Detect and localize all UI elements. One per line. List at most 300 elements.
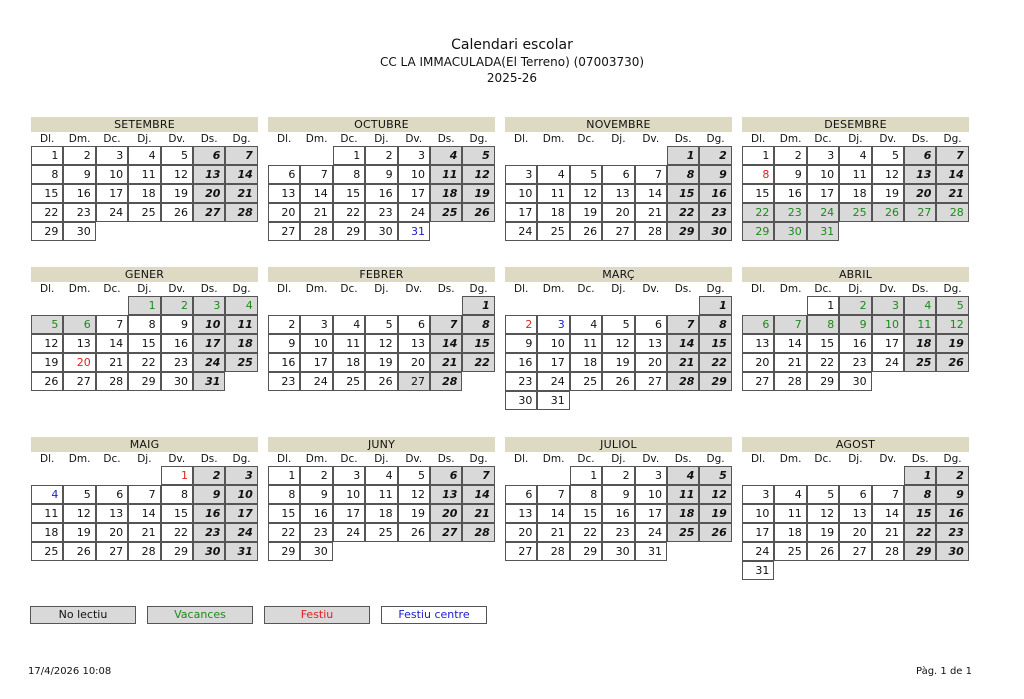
day-cell: 20: [742, 353, 774, 372]
weekday-header: [505, 452, 732, 466]
day-cell: 16: [774, 184, 806, 203]
day-cell: 18: [31, 523, 63, 542]
day-cell: 11: [31, 504, 63, 523]
day-cell: 29: [742, 222, 774, 241]
day-cell: 24: [333, 523, 365, 542]
day-cell: 19: [807, 523, 839, 542]
day-cell: 8: [807, 315, 839, 334]
day-cell: 28: [667, 372, 699, 391]
day-cell: 3: [300, 315, 332, 334]
weekday-label: Dm.: [542, 283, 565, 295]
day-cell: 4: [430, 146, 462, 165]
weekday-header: [268, 452, 495, 466]
day-cell: 18: [537, 203, 569, 222]
weekday-header: [268, 132, 495, 146]
month-name: JULIOL: [505, 437, 732, 452]
weekday-label: Dv.: [879, 133, 897, 145]
day-cell: 14: [872, 504, 904, 523]
month-name: JUNY: [268, 437, 495, 452]
day-cell: 15: [699, 334, 731, 353]
weekday-header: [742, 282, 969, 296]
day-cell: 7: [774, 315, 806, 334]
day-cell: 19: [398, 504, 430, 523]
day-cell: 4: [225, 296, 257, 315]
day-cell: 20: [904, 184, 936, 203]
day-cell: 27: [398, 372, 430, 391]
weekday-label: Dg.: [706, 283, 725, 295]
day-cell: 25: [430, 203, 462, 222]
day-cell: 25: [225, 353, 257, 372]
day-cell: 13: [505, 504, 537, 523]
day-cell: 12: [63, 504, 95, 523]
weekday-label: Dg.: [943, 453, 962, 465]
weekday-label: Ds.: [200, 283, 218, 295]
day-cell: 7: [430, 315, 462, 334]
day-cell: 30: [602, 542, 634, 561]
weekday-label: Ds.: [674, 133, 692, 145]
day-grid: [505, 296, 732, 410]
day-cell: 4: [333, 315, 365, 334]
day-cell: 15: [667, 184, 699, 203]
day-cell: 6: [839, 485, 871, 504]
day-cell: 7: [300, 165, 332, 184]
day-cell: 4: [128, 146, 160, 165]
day-cell: 24: [537, 372, 569, 391]
day-cell: 14: [128, 504, 160, 523]
day-cell: 25: [570, 372, 602, 391]
day-cell: 7: [872, 485, 904, 504]
day-cell: 22: [31, 203, 63, 222]
day-cell: 25: [774, 542, 806, 561]
day-cell: 13: [904, 165, 936, 184]
day-cell: 27: [904, 203, 936, 222]
weekday-label: Dc.: [340, 133, 358, 145]
day-cell: 28: [537, 542, 569, 561]
day-cell: 25: [904, 353, 936, 372]
day-cell: 26: [63, 542, 95, 561]
day-cell: 27: [839, 542, 871, 561]
month-agost: [742, 437, 969, 580]
day-cell: 11: [904, 315, 936, 334]
weekday-label: Dj.: [374, 453, 389, 465]
day-cell: 13: [742, 334, 774, 353]
day-cell: 9: [300, 485, 332, 504]
day-cell: 10: [807, 165, 839, 184]
day-cell: 21: [462, 504, 494, 523]
day-grid: [505, 466, 732, 580]
day-cell: 5: [699, 466, 731, 485]
day-cell: 13: [635, 334, 667, 353]
weekday-header: [31, 452, 258, 466]
month-name: FEBRER: [268, 267, 495, 282]
day-cell: 8: [128, 315, 160, 334]
day-cell: 24: [505, 222, 537, 241]
day-cell: 16: [505, 353, 537, 372]
weekday-header: [505, 132, 732, 146]
day-cell: 3: [537, 315, 569, 334]
day-cell: 17: [300, 353, 332, 372]
day-cell: 14: [225, 165, 257, 184]
day-cell: 14: [96, 334, 128, 353]
day-cell: 23: [365, 203, 397, 222]
weekday-label: Dj.: [611, 133, 626, 145]
day-cell: 30: [699, 222, 731, 241]
day-cell: 4: [570, 315, 602, 334]
day-cell: 24: [635, 523, 667, 542]
day-cell: 9: [602, 485, 634, 504]
day-cell: 21: [537, 523, 569, 542]
day-cell: 30: [839, 372, 871, 391]
weekday-label: Dm.: [779, 133, 802, 145]
day-cell: 1: [742, 146, 774, 165]
day-cell: 11: [537, 184, 569, 203]
weekday-label: Dc.: [814, 453, 832, 465]
day-cell: 1: [333, 146, 365, 165]
weekday-label: Dg.: [706, 453, 725, 465]
day-cell: 21: [96, 353, 128, 372]
weekday-label: Ds.: [674, 283, 692, 295]
day-cell: 2: [936, 466, 968, 485]
day-cell: 2: [161, 296, 193, 315]
month-name: DESEMBRE: [742, 117, 969, 132]
day-cell: 26: [31, 372, 63, 391]
day-cell: 10: [537, 334, 569, 353]
day-cell: 28: [300, 222, 332, 241]
month-març: [505, 267, 732, 410]
month-name: OCTUBRE: [268, 117, 495, 132]
day-cell: 22: [742, 203, 774, 222]
weekday-label: Dv.: [405, 133, 423, 145]
day-cell: 11: [225, 315, 257, 334]
day-cell: 5: [936, 296, 968, 315]
day-cell: 23: [936, 523, 968, 542]
day-cell: 28: [430, 372, 462, 391]
weekday-label: Dg.: [469, 133, 488, 145]
weekday-header: [268, 282, 495, 296]
day-cell: 10: [398, 165, 430, 184]
day-cell: 9: [193, 485, 225, 504]
day-cell: 26: [699, 523, 731, 542]
day-cell: 18: [225, 334, 257, 353]
day-cell: 10: [635, 485, 667, 504]
day-cell: 25: [128, 203, 160, 222]
day-cell: 1: [699, 296, 731, 315]
day-cell: 29: [161, 542, 193, 561]
day-cell: 29: [31, 222, 63, 241]
day-cell: 16: [936, 504, 968, 523]
weekday-label: Dj.: [848, 453, 863, 465]
weekday-label: Dl.: [751, 133, 766, 145]
day-cell: 22: [699, 353, 731, 372]
weekday-label: Ds.: [911, 453, 929, 465]
day-cell: 20: [635, 353, 667, 372]
day-cell: 31: [807, 222, 839, 241]
day-cell: 22: [161, 523, 193, 542]
day-cell: 14: [537, 504, 569, 523]
day-cell: 10: [742, 504, 774, 523]
weekday-label: Dc.: [577, 133, 595, 145]
day-cell: 28: [225, 203, 257, 222]
day-cell: 2: [505, 315, 537, 334]
weekday-label: Dv.: [168, 133, 186, 145]
day-cell: 10: [193, 315, 225, 334]
day-cell: 18: [904, 334, 936, 353]
day-cell: 17: [398, 184, 430, 203]
day-cell: 13: [839, 504, 871, 523]
day-cell: 21: [635, 203, 667, 222]
day-cell: 15: [462, 334, 494, 353]
weekday-label: Dl.: [751, 283, 766, 295]
weekday-label: Dm.: [305, 133, 328, 145]
weekday-label: Dm.: [542, 453, 565, 465]
day-cell: 5: [807, 485, 839, 504]
weekday-label: Dv.: [642, 133, 660, 145]
day-cell: 13: [602, 184, 634, 203]
legend-fes: Festiu: [264, 606, 370, 624]
day-cell: 5: [570, 165, 602, 184]
day-cell: 24: [398, 203, 430, 222]
day-cell: 26: [807, 542, 839, 561]
day-cell: 8: [742, 165, 774, 184]
day-cell: 10: [872, 315, 904, 334]
day-cell: 11: [839, 165, 871, 184]
day-grid: [505, 146, 732, 260]
day-cell: 6: [742, 315, 774, 334]
day-cell: 29: [570, 542, 602, 561]
day-cell: 12: [398, 485, 430, 504]
day-cell: 12: [462, 165, 494, 184]
day-cell: 30: [936, 542, 968, 561]
day-cell: 6: [268, 165, 300, 184]
weekday-label: Dc.: [340, 283, 358, 295]
day-cell: 16: [839, 334, 871, 353]
day-cell: 28: [635, 222, 667, 241]
weekday-label: Dj.: [137, 133, 152, 145]
day-cell: 8: [570, 485, 602, 504]
day-cell: 2: [774, 146, 806, 165]
day-cell: 24: [300, 372, 332, 391]
day-cell: 1: [667, 146, 699, 165]
day-cell: 17: [742, 523, 774, 542]
day-cell: 19: [31, 353, 63, 372]
day-cell: 3: [333, 466, 365, 485]
day-cell: 19: [699, 504, 731, 523]
day-cell: 25: [31, 542, 63, 561]
weekday-label: Dv.: [168, 283, 186, 295]
day-cell: 29: [268, 542, 300, 561]
day-cell: 17: [96, 184, 128, 203]
day-cell: 22: [128, 353, 160, 372]
month-gener: [31, 267, 258, 410]
weekday-label: Dl.: [40, 453, 55, 465]
day-cell: 7: [936, 146, 968, 165]
day-cell: 20: [398, 353, 430, 372]
print-date: 17/4/2026 10:08: [28, 666, 112, 677]
weekday-label: Dl.: [751, 453, 766, 465]
month-name: ABRIL: [742, 267, 969, 282]
day-cell: 9: [936, 485, 968, 504]
weekday-label: Dl.: [277, 133, 292, 145]
day-cell: 13: [268, 184, 300, 203]
weekday-label: Dm.: [305, 453, 328, 465]
day-cell: 12: [570, 184, 602, 203]
day-cell: 17: [193, 334, 225, 353]
weekday-label: Dj.: [611, 453, 626, 465]
day-cell: 21: [936, 184, 968, 203]
day-cell: 8: [667, 165, 699, 184]
day-cell: 11: [430, 165, 462, 184]
day-cell: 30: [161, 372, 193, 391]
day-cell: 25: [333, 372, 365, 391]
day-cell: 5: [31, 315, 63, 334]
day-cell: 20: [505, 523, 537, 542]
day-cell: 31: [537, 391, 569, 410]
day-cell: 12: [161, 165, 193, 184]
day-cell: 16: [63, 184, 95, 203]
weekday-label: Dc.: [103, 453, 121, 465]
day-cell: 4: [774, 485, 806, 504]
day-cell: 25: [667, 523, 699, 542]
day-cell: 29: [128, 372, 160, 391]
day-cell: 7: [635, 165, 667, 184]
day-cell: 9: [365, 165, 397, 184]
weekday-label: Dg.: [706, 133, 725, 145]
day-cell: 15: [268, 504, 300, 523]
day-cell: 3: [872, 296, 904, 315]
weekday-label: Dg.: [469, 453, 488, 465]
day-cell: 15: [161, 504, 193, 523]
day-cell: 22: [462, 353, 494, 372]
day-cell: 7: [537, 485, 569, 504]
weekday-label: Dv.: [405, 453, 423, 465]
day-cell: 26: [365, 372, 397, 391]
day-grid: [268, 466, 495, 580]
day-grid: [742, 296, 969, 410]
weekday-header: [742, 452, 969, 466]
day-cell: 29: [904, 542, 936, 561]
weekday-header: [31, 132, 258, 146]
day-cell: 28: [128, 542, 160, 561]
weekday-label: Dl.: [277, 453, 292, 465]
weekday-label: Dc.: [103, 283, 121, 295]
weekday-label: Ds.: [911, 283, 929, 295]
day-cell: 16: [365, 184, 397, 203]
day-cell: 31: [742, 561, 774, 580]
day-cell: 19: [161, 184, 193, 203]
day-cell: 10: [96, 165, 128, 184]
day-cell: 8: [268, 485, 300, 504]
day-cell: 5: [398, 466, 430, 485]
day-cell: 27: [268, 222, 300, 241]
day-cell: 17: [333, 504, 365, 523]
day-cell: 13: [96, 504, 128, 523]
day-cell: 4: [365, 466, 397, 485]
day-cell: 10: [505, 184, 537, 203]
day-cell: 9: [268, 334, 300, 353]
weekday-label: Dm.: [779, 453, 802, 465]
day-cell: 28: [774, 372, 806, 391]
day-cell: 9: [161, 315, 193, 334]
day-cell: 6: [505, 485, 537, 504]
day-cell: 12: [365, 334, 397, 353]
day-cell: 10: [300, 334, 332, 353]
weekday-label: Dc.: [340, 453, 358, 465]
day-cell: 28: [462, 523, 494, 542]
day-cell: 3: [505, 165, 537, 184]
day-grid: [31, 296, 258, 410]
weekday-label: Dg.: [469, 283, 488, 295]
day-cell: 16: [268, 353, 300, 372]
weekday-label: Dv.: [879, 283, 897, 295]
weekday-label: Ds.: [437, 453, 455, 465]
weekday-label: Dc.: [577, 283, 595, 295]
day-cell: 3: [398, 146, 430, 165]
month-juny: [268, 437, 495, 580]
weekday-label: Dl.: [40, 283, 55, 295]
day-cell: 5: [365, 315, 397, 334]
day-cell: 25: [537, 222, 569, 241]
day-cell: 26: [602, 372, 634, 391]
day-cell: 23: [63, 203, 95, 222]
day-cell: 3: [742, 485, 774, 504]
day-cell: 17: [537, 353, 569, 372]
day-cell: 12: [872, 165, 904, 184]
day-cell: 29: [807, 372, 839, 391]
day-cell: 18: [430, 184, 462, 203]
day-cell: 24: [225, 523, 257, 542]
day-cell: 30: [505, 391, 537, 410]
month-setembre: [31, 117, 258, 260]
day-cell: 6: [635, 315, 667, 334]
weekday-label: Dg.: [943, 133, 962, 145]
day-cell: 29: [699, 372, 731, 391]
day-cell: 12: [807, 504, 839, 523]
day-cell: 20: [96, 523, 128, 542]
day-cell: 21: [872, 523, 904, 542]
day-grid: [268, 146, 495, 260]
day-cell: 4: [31, 485, 63, 504]
weekday-label: Dv.: [879, 453, 897, 465]
day-cell: 24: [807, 203, 839, 222]
day-cell: 20: [602, 203, 634, 222]
month-name: NOVEMBRE: [505, 117, 732, 132]
day-cell: 14: [462, 485, 494, 504]
day-cell: 24: [872, 353, 904, 372]
day-cell: 24: [742, 542, 774, 561]
day-cell: 23: [839, 353, 871, 372]
page-title: Calendari escolar: [451, 37, 573, 53]
day-cell: 25: [365, 523, 397, 542]
day-cell: 18: [839, 184, 871, 203]
day-cell: 10: [225, 485, 257, 504]
weekday-label: Dc.: [814, 283, 832, 295]
day-cell: 15: [742, 184, 774, 203]
weekday-label: Dg.: [232, 453, 251, 465]
day-cell: 29: [333, 222, 365, 241]
day-cell: 15: [570, 504, 602, 523]
day-cell: 2: [300, 466, 332, 485]
day-grid: [31, 146, 258, 260]
day-cell: 28: [936, 203, 968, 222]
day-cell: 19: [602, 353, 634, 372]
day-cell: 8: [161, 485, 193, 504]
day-cell: 26: [398, 523, 430, 542]
day-cell: 16: [161, 334, 193, 353]
day-cell: 12: [699, 485, 731, 504]
month-abril: [742, 267, 969, 410]
day-cell: 3: [225, 466, 257, 485]
weekday-label: Dc.: [814, 133, 832, 145]
